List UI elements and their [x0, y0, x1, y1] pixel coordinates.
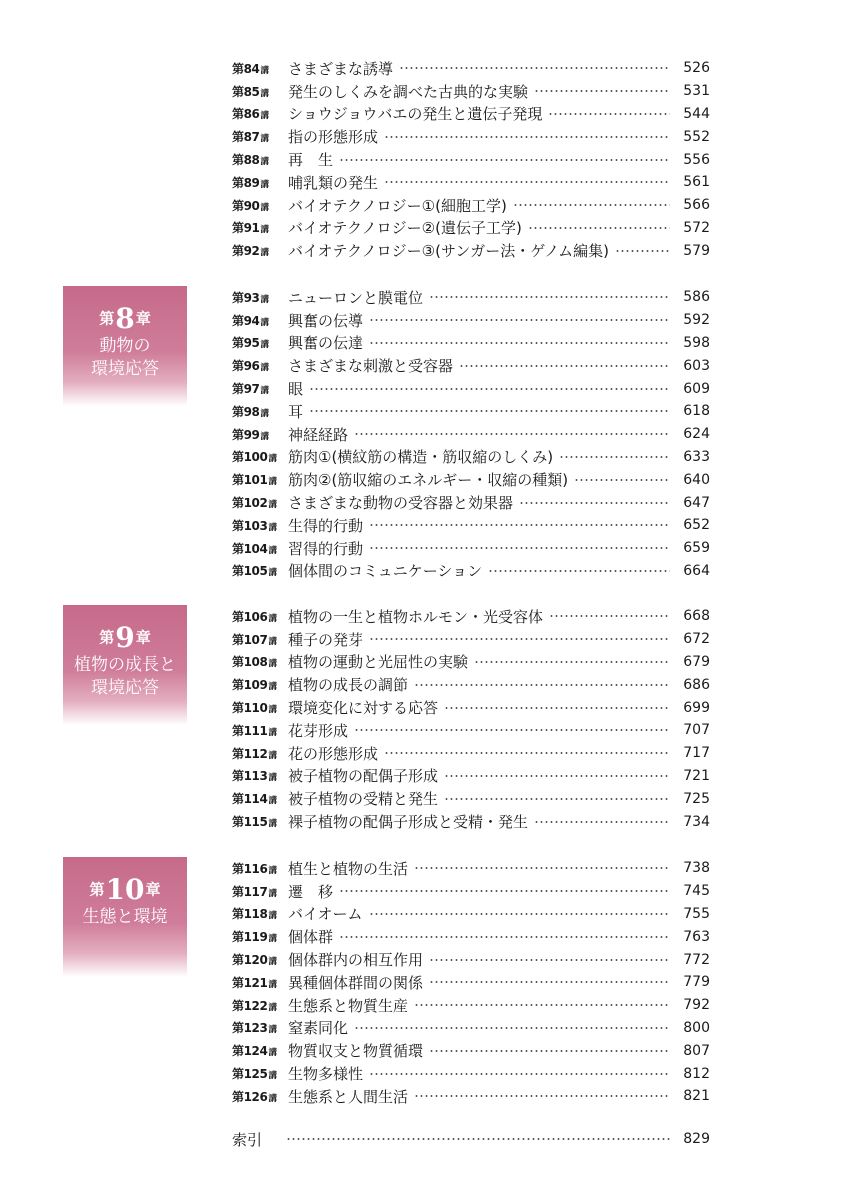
lecture-number: 第124講 [232, 1044, 277, 1059]
page-number: 609 [683, 380, 710, 397]
chapter-name [63, 906, 187, 929]
chapter-number: 第10章 [89, 872, 161, 906]
page-number: 800 [683, 1019, 710, 1036]
toc-entry[interactable] [232, 332, 710, 355]
page-number: 707 [683, 722, 710, 739]
leader-dots [444, 775, 670, 777]
page-number: 566 [683, 197, 710, 214]
lecture-title: 裸子植物の配偶子形成と受精・発生 [288, 813, 529, 832]
toc-entry[interactable] [232, 560, 710, 583]
lecture-number: 第98講 [232, 404, 269, 419]
toc-entry[interactable] [232, 651, 710, 674]
toc-entry[interactable] [232, 994, 710, 1017]
lecture-number: 第110講 [232, 701, 277, 716]
lecture-number: 第113講 [232, 769, 277, 784]
leader-dots [414, 867, 670, 869]
lecture-title: 指の形態形成 [288, 128, 379, 147]
page-number: 668 [683, 608, 710, 625]
toc-entry[interactable] [232, 148, 710, 171]
toc-entry[interactable] [232, 673, 710, 696]
lecture-title: 発生のしくみを調べた古典的な実験 [288, 82, 529, 101]
toc-entry[interactable] [232, 857, 710, 880]
lecture-number: 第93講 [232, 290, 269, 305]
lecture-number: 第104講 [232, 541, 277, 556]
lecture-number: 第111講 [232, 723, 277, 738]
leader-dots [574, 479, 670, 481]
toc-entry[interactable] [232, 377, 710, 400]
lecture-title: バイオテクノロジー①(細胞工学) [288, 196, 507, 215]
toc-entry[interactable] [232, 810, 710, 833]
page-number: 624 [683, 426, 710, 443]
leader-dots [429, 959, 670, 961]
toc-entry[interactable] [232, 880, 710, 903]
page-number: 579 [683, 242, 710, 259]
toc-group [232, 605, 710, 833]
toc-entry[interactable] [232, 400, 710, 423]
toc-entry[interactable] [232, 1085, 710, 1108]
leader-dots [488, 570, 670, 572]
leader-dots [309, 410, 670, 412]
toc-entry[interactable] [232, 57, 710, 80]
toc-entry[interactable] [232, 125, 710, 148]
lecture-number: 第88講 [232, 153, 269, 168]
lecture-title: 興奮の伝達 [288, 334, 364, 353]
lecture-title: 神経経路 [288, 425, 349, 444]
leader-dots [369, 1073, 670, 1075]
page-number: 618 [683, 403, 710, 420]
lecture-title: さまざまな動物の受容器と効果器 [288, 494, 514, 513]
leader-dots [429, 1050, 670, 1052]
chapter-label [63, 857, 187, 977]
leader-dots [369, 547, 670, 549]
toc-entry[interactable] [232, 925, 710, 948]
toc-entry[interactable] [232, 468, 710, 491]
lecture-number: 第102講 [232, 496, 277, 511]
lecture-title: 眼 [288, 380, 304, 399]
lecture-title: 興奮の伝導 [288, 311, 364, 330]
page-number: 598 [683, 334, 710, 351]
page-number: 592 [683, 312, 710, 329]
lecture-title: 花芽形成 [288, 721, 349, 740]
lecture-number: 第87講 [232, 130, 269, 145]
page-number: 556 [683, 151, 710, 168]
toc-entry[interactable] [232, 286, 710, 309]
lecture-number: 第105講 [232, 564, 277, 579]
lecture-title: さまざまな刺激と受容器 [288, 357, 454, 376]
page-number: 772 [683, 951, 710, 968]
lecture-title: 物質収支と物質循環 [288, 1042, 424, 1061]
lecture-title: 植物の一生と植物ホルモン・光受容体 [288, 607, 544, 626]
page-number: 807 [683, 1042, 710, 1059]
lecture-title: 種子の発芽 [288, 630, 364, 649]
lecture-title: 生態系と物質生産 [288, 996, 409, 1015]
toc-entry[interactable] [232, 765, 710, 788]
lecture-number: 第97講 [232, 382, 269, 397]
chapter-label [63, 605, 187, 725]
lecture-number: 第118講 [232, 907, 277, 922]
page-number: 633 [683, 448, 710, 465]
toc-entry[interactable] [232, 1017, 710, 1040]
page-number: 544 [683, 105, 710, 122]
lecture-title: 個体間のコミュニケーション [288, 562, 483, 581]
page-number: 745 [683, 883, 710, 900]
lecture-number: 第89講 [232, 175, 269, 190]
lecture-title: 遷 移 [288, 882, 334, 901]
toc-entry[interactable] [232, 80, 710, 103]
lecture-number: 第115講 [232, 815, 277, 830]
lecture-title: 異種個体群間の関係 [288, 973, 424, 992]
toc-entry[interactable] [232, 971, 710, 994]
toc-entry[interactable] [232, 423, 710, 446]
leader-dots [534, 90, 670, 92]
lecture-number: 第108講 [232, 655, 277, 670]
toc-group [232, 857, 710, 1108]
page-number: 552 [683, 128, 710, 145]
lecture-number: 第120講 [232, 953, 277, 968]
page-number: 699 [683, 699, 710, 716]
page-number: 734 [683, 813, 710, 830]
toc-entry[interactable] [232, 491, 710, 514]
lecture-number: 第96講 [232, 359, 269, 374]
lecture-title: ショウジョウバエの発生と遺伝子発現 [288, 105, 543, 124]
leader-dots [354, 729, 670, 731]
page-number: 603 [683, 357, 710, 374]
leader-dots [286, 1138, 670, 1140]
leader-dots [414, 1004, 670, 1006]
lecture-number: 第117講 [232, 884, 277, 899]
page-number: 686 [683, 676, 710, 693]
toc-group [232, 57, 710, 262]
lecture-title: 個体群 [288, 928, 334, 947]
toc-entry[interactable] [232, 446, 710, 469]
lecture-number: 第126講 [232, 1089, 277, 1104]
lecture-title: 被子植物の配偶子形成 [288, 767, 439, 786]
leader-dots [534, 821, 670, 823]
leader-dots [354, 433, 670, 435]
leader-dots [339, 159, 670, 161]
page-number: 664 [683, 562, 710, 579]
lecture-number: 第119講 [232, 930, 277, 945]
lecture-number: 第114講 [232, 792, 277, 807]
chapter-name-line: 環境応答 [91, 677, 159, 698]
leader-dots [444, 707, 670, 709]
lecture-number: 第106講 [232, 609, 277, 624]
leader-dots [519, 502, 670, 504]
lecture-title: 筋肉①(横紋筋の構造・筋収縮のしくみ) [288, 448, 554, 467]
chapter-label [63, 286, 187, 406]
page-number: 526 [683, 60, 710, 77]
toc-entry[interactable] [232, 742, 710, 765]
leader-dots [369, 524, 670, 526]
chapter-name [63, 335, 187, 381]
lecture-number: 第101講 [232, 473, 277, 488]
chapter-name-line: 動物の [99, 335, 151, 356]
leader-dots [615, 250, 670, 252]
lecture-title: 生得的行動 [288, 516, 364, 535]
leader-dots [429, 981, 670, 983]
lecture-number: 第125講 [232, 1067, 277, 1082]
index-page: 829 [683, 1131, 710, 1148]
lecture-number: 第92講 [232, 244, 269, 259]
toc-entry[interactable] [232, 537, 710, 560]
leader-dots [339, 890, 670, 892]
lecture-number: 第91講 [232, 221, 269, 236]
leader-dots [369, 913, 670, 915]
lecture-title: 生物多様性 [288, 1065, 364, 1084]
chapter-name-line: 植物の成長と [74, 654, 176, 675]
page-number: 531 [683, 83, 710, 100]
lecture-title: さまざまな誘導 [288, 59, 394, 78]
lecture-title: 被子植物の受精と発生 [288, 790, 439, 809]
lecture-number: 第95講 [232, 336, 269, 351]
lecture-title: 窒素同化 [288, 1019, 349, 1038]
chapter-name [63, 654, 187, 700]
leader-dots [548, 113, 670, 115]
lecture-title: 習得的行動 [288, 539, 364, 558]
page-number: 572 [683, 219, 710, 236]
toc-entry[interactable] [232, 1062, 710, 1085]
toc-entry[interactable] [232, 514, 710, 537]
chapter-name-line: 環境応答 [91, 358, 159, 379]
chapter-number: 第9章 [99, 620, 151, 654]
page-number: 561 [683, 174, 710, 191]
leader-dots [369, 638, 670, 640]
lecture-number: 第86講 [232, 107, 269, 122]
lecture-title: 筋肉②(筋収縮のエネルギー・収縮の種類) [288, 471, 569, 490]
page-number: 679 [683, 653, 710, 670]
toc-entry[interactable] [232, 903, 710, 926]
chapter-name-line: 生態と環境 [82, 906, 168, 927]
leader-dots [414, 1095, 670, 1097]
page-number: 763 [683, 928, 710, 945]
toc-entry[interactable] [232, 628, 710, 651]
page-number: 652 [683, 517, 710, 534]
lecture-title: ニューロンと膜電位 [288, 288, 424, 307]
leader-dots [559, 456, 670, 458]
leader-dots [459, 365, 670, 367]
page-number: 821 [683, 1088, 710, 1105]
lecture-number: 第122講 [232, 998, 277, 1013]
lecture-title: 再 生 [288, 151, 334, 170]
lecture-number: 第121講 [232, 975, 277, 990]
toc-group [232, 286, 710, 582]
page-number: 725 [683, 790, 710, 807]
lecture-number: 第107講 [232, 632, 277, 647]
lecture-title: 耳 [288, 402, 304, 421]
page-number: 738 [683, 860, 710, 877]
leader-dots [474, 661, 670, 663]
lecture-title: バイオテクノロジー②(遺伝子工学) [288, 219, 522, 238]
toc-entry[interactable] [232, 1039, 710, 1062]
leader-dots [384, 181, 670, 183]
leader-dots [513, 204, 670, 206]
lecture-number: 第85講 [232, 84, 269, 99]
lecture-title: 植物の成長の調節 [288, 676, 409, 695]
lecture-title: バイオーム [288, 905, 363, 924]
toc-entry[interactable] [232, 948, 710, 971]
leader-dots [369, 342, 670, 344]
leader-dots [339, 936, 670, 938]
toc-entry[interactable] [232, 103, 710, 126]
lecture-number: 第112講 [232, 746, 277, 761]
lecture-title: バイオテクノロジー③(サンガー法・ゲノム編集) [288, 242, 609, 261]
page-number: 812 [683, 1065, 710, 1082]
page-number: 586 [683, 289, 710, 306]
leader-dots [354, 1027, 670, 1029]
page-number: 779 [683, 974, 710, 991]
leader-dots [528, 227, 670, 229]
page-number: 721 [683, 767, 710, 784]
chapter-number: 第8章 [99, 301, 151, 335]
toc-entry[interactable] [232, 309, 710, 332]
toc-entry[interactable] [232, 696, 710, 719]
leader-dots [384, 136, 670, 138]
leader-dots [384, 752, 670, 754]
page-number: 659 [683, 540, 710, 557]
lecture-number: 第116講 [232, 861, 277, 876]
toc-entry[interactable] [232, 171, 710, 194]
lecture-number: 第84講 [232, 61, 269, 76]
lecture-title: 個体群内の相互作用 [288, 951, 424, 970]
index-entry[interactable] [232, 1128, 710, 1151]
leader-dots [549, 615, 670, 617]
toc-entry[interactable] [232, 605, 710, 628]
lecture-number: 第90講 [232, 198, 269, 213]
page-number: 672 [683, 631, 710, 648]
lecture-title: 植物の運動と光屈性の実験 [288, 653, 469, 672]
lecture-number: 第99講 [232, 427, 269, 442]
page-number: 640 [683, 471, 710, 488]
leader-dots [429, 296, 670, 298]
lecture-title: 花の形態形成 [288, 744, 379, 763]
lecture-title: 環境変化に対する応答 [288, 699, 439, 718]
lecture-title: 哺乳類の発生 [288, 173, 379, 192]
page-number: 717 [683, 745, 710, 762]
lecture-number: 第94講 [232, 313, 269, 328]
index-title: 索引 [232, 1130, 263, 1149]
lecture-number: 第103講 [232, 518, 277, 533]
lecture-number: 第123講 [232, 1021, 277, 1036]
toc-entry[interactable] [232, 719, 710, 742]
lecture-number: 第100講 [232, 450, 277, 465]
page-number: 792 [683, 997, 710, 1014]
lecture-number: 第109講 [232, 678, 277, 693]
leader-dots [399, 67, 670, 69]
leader-dots [309, 388, 670, 390]
leader-dots [414, 684, 670, 686]
toc-entry[interactable] [232, 217, 710, 240]
page-number: 755 [683, 905, 710, 922]
toc-entry[interactable] [232, 239, 710, 262]
lecture-title: 生態系と人間生活 [288, 1087, 409, 1106]
toc-entry[interactable] [232, 354, 710, 377]
lecture-title: 植生と植物の生活 [288, 859, 409, 878]
toc-entry[interactable] [232, 194, 710, 217]
page-number: 647 [683, 494, 710, 511]
toc-entry[interactable] [232, 787, 710, 810]
leader-dots [444, 798, 670, 800]
leader-dots [369, 319, 670, 321]
